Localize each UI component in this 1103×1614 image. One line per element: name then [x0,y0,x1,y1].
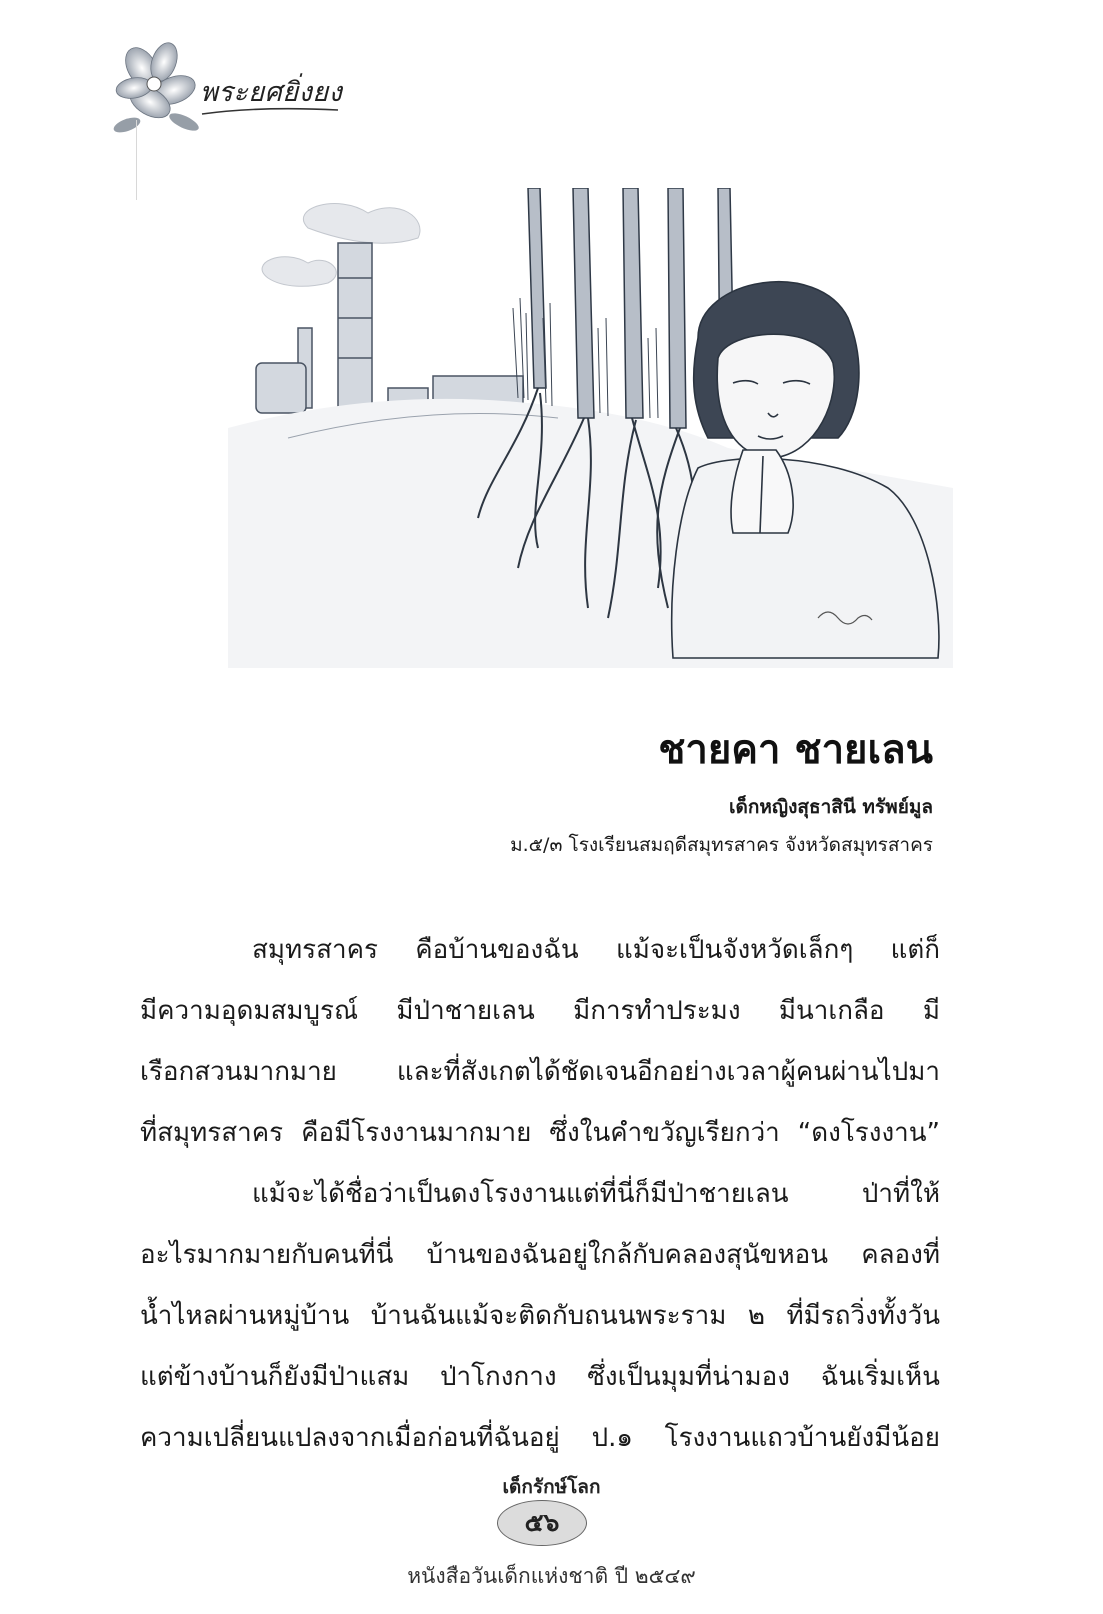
word: เรือกสวนมากมาย [140,1057,337,1087]
word: แม้จะได้ชื่อว่าเป็นดงโรงงานแต่ที่นี่ก็มีป่าชายเลน [252,1179,789,1209]
word: แต่ก็ [890,935,940,965]
word: ป่าที่ให้ [861,1179,940,1209]
word: ฉันเริ่มเห็น [820,1362,940,1392]
word: บ้านของฉันอยู่ใกล้กับคลองสุนัขหอน [426,1240,829,1270]
word: แต่ข้างบ้านก็ยังมีป่าแสม [140,1362,410,1392]
word: ซึ่งในคำขวัญเรียกว่า [549,1118,780,1148]
word: และที่สังเกตได้ชัดเจนอีกอย่างเวลาผู้คนผ่านไปมา [396,1057,940,1087]
flower-ornament-icon [112,40,207,140]
header-divider [136,120,137,200]
body-line [140,1347,940,1408]
word: ๒ [747,1301,765,1331]
header-swash [200,104,340,118]
word: น้ำไหลผ่านหมู่บ้าน [140,1301,350,1331]
story-title: ชายคา ชายเลน [658,727,933,773]
word: มีการทำประมง [573,996,741,1026]
word: อะไรมากมายกับคนที่นี่ [140,1240,394,1270]
word: ที่มีรถวิ่งทั้งวัน [786,1301,940,1331]
word: ป.๑ [591,1423,633,1453]
word: ป่าโกงกาง [439,1362,557,1392]
footer-brand: เด็กรักษ์โลก [502,1476,601,1498]
body-line [140,1103,940,1164]
word: คือบ้านของฉัน [415,935,579,965]
word: มีป่าชายเลน [396,996,535,1026]
body-line [140,1286,940,1347]
word: มีนาเกลือ [778,996,885,1026]
word: แม้จะเป็นจังหวัดเล็กๆ [615,935,854,965]
body-line [140,920,940,981]
word: มี [922,996,940,1026]
word: “ดงโรงงาน” [797,1118,940,1148]
word: บ้านฉันแม้จะติดกับถนนพระราม [370,1301,727,1331]
word: สมุทรสาคร [252,935,378,965]
word: ที่สมุทรสาคร [140,1118,284,1148]
header-brand: พระยศยิ่งยง [200,77,343,108]
author-name: เด็กหญิงสุธาสินี ทรัพย์มูล [729,796,933,818]
word: ซึ่งเป็นมุมที่น่ามอง [587,1362,790,1392]
body-line [140,1225,940,1286]
body-line [140,1408,940,1469]
body-line [140,1042,940,1103]
illustration-girl-praying-mangrove [228,188,953,668]
footer-caption: หนังสือวันเด็กแห่งชาติ ปี ๒๕๔๙ [407,1564,696,1588]
word: ความเปลี่ยนแปลงจากเมื่อก่อนที่ฉันอยู่ [140,1423,560,1453]
word: คลองที่ [861,1240,940,1270]
body-line [140,1164,940,1225]
story-body [140,920,940,1469]
page-number: ๕๖ [524,1508,560,1537]
word: มีความอุดมสมบูรณ์ [140,996,359,1026]
body-line [140,981,940,1042]
word: โรงงานแถวบ้านยังมีน้อย [664,1423,940,1453]
page-number-badge [497,1500,587,1546]
word: คือมีโรงงานมากมาย [301,1118,532,1148]
author-school: ม.๕/๓ โรงเรียนสมฤดีสมุทรสาคร จังหวัดสมุทรสาคร [510,834,933,856]
